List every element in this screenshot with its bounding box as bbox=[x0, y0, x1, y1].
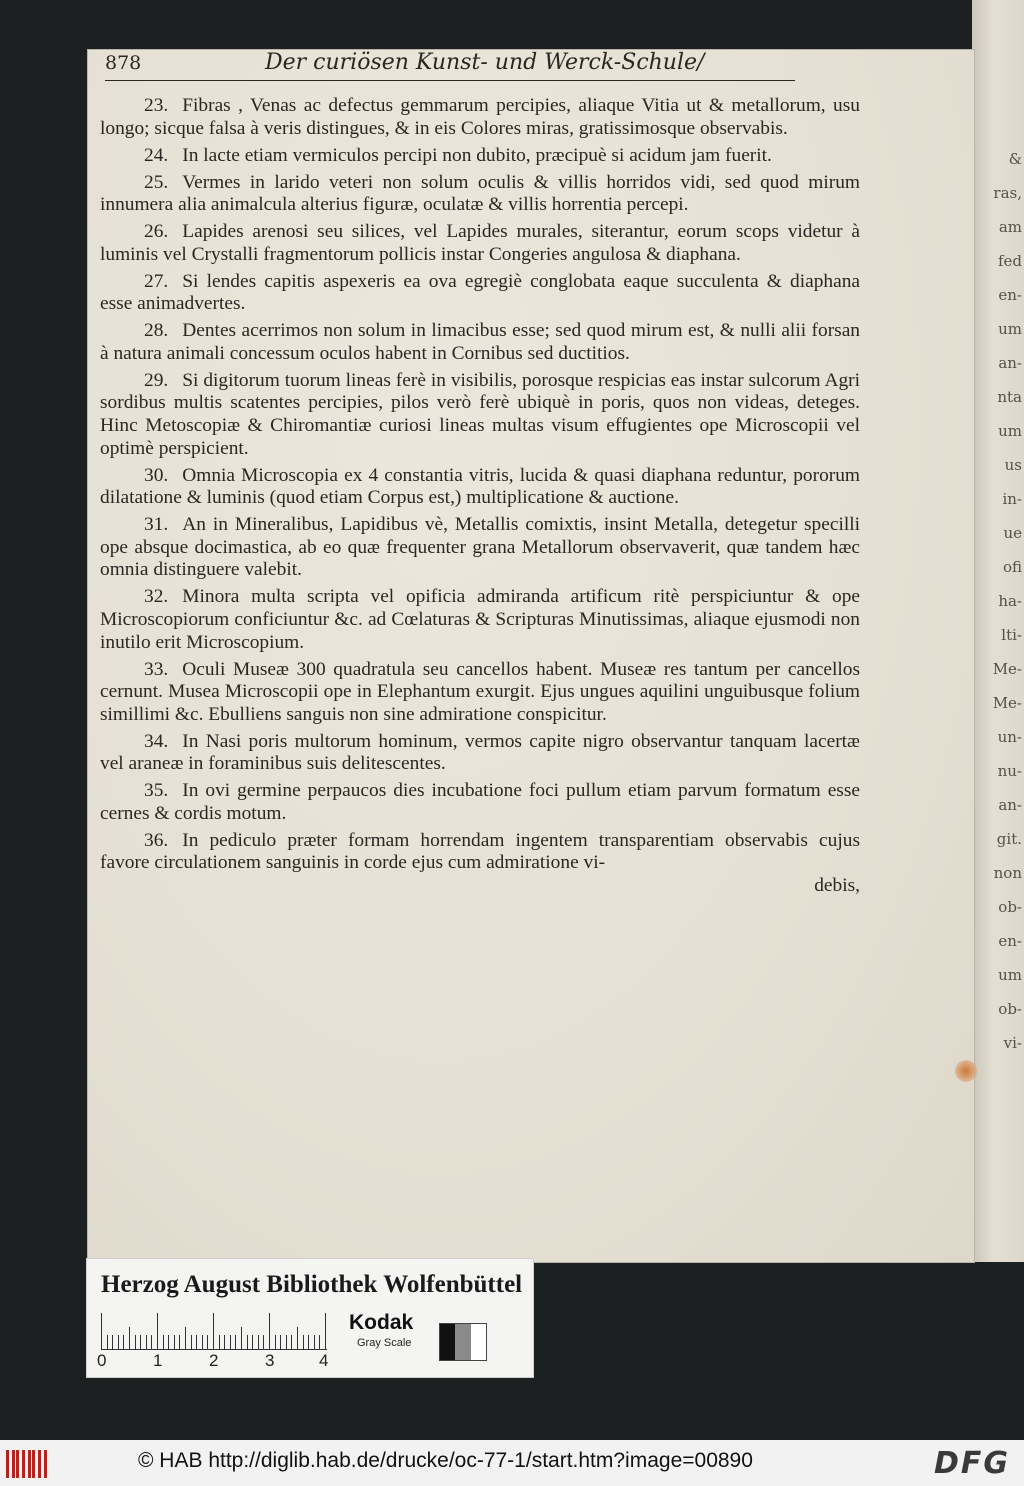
kodak-wordmark: Kodak bbox=[349, 1311, 414, 1334]
ruler-tick bbox=[191, 1335, 192, 1349]
gray-scale-swatch bbox=[439, 1323, 487, 1361]
dfg-logo[interactable]: DFG bbox=[934, 1446, 1011, 1481]
facing-page-fragment: ue bbox=[1003, 524, 1022, 542]
swatch-white bbox=[471, 1324, 486, 1360]
facing-page-edge bbox=[972, 0, 1024, 1262]
ruler-tick bbox=[269, 1313, 270, 1349]
facing-page-fragment: ofi bbox=[1002, 558, 1022, 576]
facing-page-fragment: am bbox=[998, 218, 1022, 236]
ruler-tick bbox=[319, 1335, 320, 1349]
numbered-paragraph bbox=[100, 271, 860, 316]
ruler-tick bbox=[101, 1313, 102, 1349]
facing-page-fragment: nta bbox=[997, 388, 1022, 406]
ruler-tick bbox=[174, 1335, 175, 1349]
numbered-paragraph bbox=[100, 830, 860, 875]
facing-page-fragment: ob- bbox=[998, 1000, 1022, 1018]
paragraph-text: In Nasi poris multorum hominum, vermos capite nigro observantur tanquam lacertæ vel araneæ in foraminibus suis delitescentes. bbox=[100, 730, 860, 775]
facing-page-fragment: um bbox=[998, 320, 1022, 338]
logo-bar bbox=[38, 1450, 41, 1478]
paragraph-text: Lapides arenosi seu silices, vel Lapides murales, siterantur, eorum scops videtur à luminis vel Crystalli fragmentorum pollicis instar Congeries angulosa & diaphana. bbox=[100, 221, 860, 265]
ruler-tick bbox=[252, 1335, 253, 1349]
ruler-tick bbox=[202, 1335, 203, 1349]
copyright-link[interactable]: © HAB http://diglib.hab.de/drucke/oc-77-1/start.htm?image=00890 bbox=[138, 1449, 753, 1472]
paragraph-number: 26. bbox=[144, 221, 169, 243]
logo-bar bbox=[12, 1450, 15, 1478]
library-label-card bbox=[86, 1258, 534, 1378]
ruler-number: 4 bbox=[319, 1351, 329, 1370]
facing-page-fragment: um bbox=[998, 966, 1022, 984]
swatch-black bbox=[440, 1324, 455, 1360]
facing-page-fragment: in- bbox=[1002, 490, 1022, 508]
ruler-tick bbox=[185, 1327, 186, 1349]
ruler-tick bbox=[157, 1313, 158, 1349]
ruler-tick bbox=[224, 1335, 225, 1349]
logo-bar bbox=[44, 1450, 47, 1478]
facing-page-fragment: en- bbox=[998, 286, 1022, 304]
facing-page-fragment: an- bbox=[998, 354, 1022, 372]
ruler-number: 3 bbox=[265, 1351, 275, 1370]
paragraph-number: 31. bbox=[144, 514, 169, 536]
numbered-paragraph bbox=[100, 514, 860, 582]
paragraph-text: Si lendes capitis aspexeris ea ova egregiè conglobata eaque succulenta & diaphana esse animadvertes. bbox=[100, 270, 860, 315]
paragraph-number: 28. bbox=[144, 320, 169, 342]
numbered-paragraph bbox=[100, 780, 860, 825]
facing-page-fragment: us bbox=[1004, 456, 1022, 474]
institution-name: Herzog August Bibliothek Wolfenbüttel bbox=[101, 1271, 523, 1298]
numbered-paragraph bbox=[100, 95, 860, 140]
numbered-paragraph bbox=[100, 370, 860, 460]
paragraph-number: 36. bbox=[144, 829, 169, 851]
ruler-tick bbox=[280, 1335, 281, 1349]
ruler-tick bbox=[314, 1335, 315, 1349]
logo-bar bbox=[32, 1450, 35, 1478]
ruler-tick bbox=[135, 1335, 136, 1349]
facing-page-fragment: ob- bbox=[998, 898, 1022, 916]
numbered-paragraph bbox=[100, 172, 860, 217]
facing-page-fragment: ha- bbox=[998, 592, 1022, 610]
paragraph-text: An in Mineralibus, Lapidibus vè, Metallis comixtis, insint Metalla, detegetur specilli ope absque docimastica, ab eo quæ frequenter grana Metallorum observaverit, quæ tandem hæc omnia distinguere valebit. bbox=[100, 514, 860, 581]
page-body bbox=[100, 95, 860, 898]
ruler-number: 0 bbox=[97, 1351, 107, 1370]
paragraph-number: 23. bbox=[144, 95, 169, 116]
facing-page-fragment: & bbox=[1008, 150, 1022, 168]
facing-page-fragment: Me- bbox=[992, 694, 1022, 712]
paragraph-number: 33. bbox=[144, 658, 169, 680]
facing-page-fragment: git. bbox=[996, 830, 1022, 848]
numbered-paragraph bbox=[100, 586, 860, 654]
ruler-tick bbox=[123, 1335, 124, 1349]
paragraph-number: 25. bbox=[144, 171, 169, 193]
page-header bbox=[105, 50, 795, 81]
kodak-gray-scale-caption: Gray Scale bbox=[357, 1337, 412, 1349]
facing-page-fragment: Me- bbox=[992, 660, 1022, 678]
catchword: debis, bbox=[814, 875, 860, 897]
facing-page-fragment: ras, bbox=[993, 184, 1022, 202]
ruler-tick bbox=[179, 1335, 180, 1349]
measuring-ruler bbox=[97, 1311, 333, 1370]
paragraph-text: In pediculo præter formam horrendam ingentem transparentiam observabis cujus favore circulationem sanguinis in corde ejus cum admiratione vi- bbox=[100, 829, 860, 874]
paragraph-text: Si digitorum tuorum lineas ferè in visibilis, porosque respicias eas instar sulcorum Agri sordibus multis scatentes percipies, pilos verò ferè ubiquè in poris, quos non videas, deteges. Hinc Metoscopiæ & Chiromantiæ curiosi lineas multas visum effugientes ope Microscopii vel optimè perspicient. bbox=[100, 369, 860, 459]
ruler-tick bbox=[308, 1335, 309, 1349]
ruler-tick bbox=[286, 1335, 287, 1349]
paragraph-number: 34. bbox=[144, 730, 169, 752]
ruler-tick bbox=[163, 1335, 164, 1349]
ruler-tick bbox=[235, 1335, 236, 1349]
ruler-number: 2 bbox=[209, 1351, 219, 1370]
facing-page-fragment: um bbox=[998, 422, 1022, 440]
swatch-gray bbox=[455, 1324, 470, 1360]
facing-page-fragment: fed bbox=[997, 252, 1022, 270]
paragraph-number: 32. bbox=[144, 586, 169, 608]
paragraph-text: Minora multa scripta vel opificia admiranda artificum ritè perspiciuntur & ope Microscopiorum conficiuntur &c. ad Cœlaturas & Scripturas Minutissimas, aliaque ejusmodi non inutilo erit Microscopium. bbox=[100, 586, 860, 653]
ruler-number: 1 bbox=[153, 1351, 163, 1370]
facing-page-fragment: en- bbox=[998, 932, 1022, 950]
paragraph-text: Oculi Museæ 300 quadratula seu cancellos habent. Museæ res tantum per cancellos cernunt. Musea Microscopii ope in Elephantum exurgit. Ejus ungues aquilini unguibusque folium simillimi &c. Ebulliens sanguis non sine admiratione conspicitur. bbox=[100, 658, 860, 725]
ruler-tick bbox=[151, 1335, 152, 1349]
ruler-tick bbox=[107, 1335, 108, 1349]
ruler-tick bbox=[213, 1313, 214, 1349]
logo-bar bbox=[16, 1450, 19, 1478]
ruler-tick bbox=[258, 1335, 259, 1349]
running-head: Der curiösen Kunst- und Werck-Schule/ bbox=[265, 50, 705, 75]
ruler-tick bbox=[140, 1335, 141, 1349]
paragraph-number: 24. bbox=[144, 144, 169, 166]
ruler-tick bbox=[219, 1335, 220, 1349]
logo-bar bbox=[22, 1450, 25, 1478]
paragraph-text: In ovi germine perpaucos dies incubatione foci pullum etiam parvum formatum esse cernes & cordis motum. bbox=[100, 780, 860, 824]
paragraph-number: 29. bbox=[144, 369, 169, 391]
paragraph-number: 30. bbox=[144, 464, 169, 486]
ruler-tick bbox=[112, 1335, 113, 1349]
facing-page-fragment: vi- bbox=[1003, 1034, 1022, 1052]
numbered-paragraph bbox=[100, 145, 860, 168]
paragraph-text: Fibras , Venas ac defectus gemmarum percipies, aliaque Vitia ut & metallorum, usu longo; sicque falsa à veris distingues, & in eis Colores miras, gratissimosque observabis. bbox=[100, 95, 860, 139]
paragraph-text: In lacte etiam vermiculos percipi non dubito, præcipuè si acidum jam fuerit. bbox=[182, 144, 772, 166]
numbered-paragraph bbox=[100, 659, 860, 727]
ruler-tick bbox=[146, 1335, 147, 1349]
paragraph-number: 35. bbox=[144, 780, 169, 802]
ruler-tick bbox=[230, 1335, 231, 1349]
numbered-paragraph bbox=[100, 731, 860, 776]
logo-bar bbox=[28, 1450, 31, 1478]
ruler-tick bbox=[303, 1335, 304, 1349]
ruler-tick bbox=[291, 1335, 292, 1349]
paragraph-text: Vermes in larido veteri non solum oculis & villis horridos vidi, sed quod mirum innumera alia animalcula alterius figuræ, oculatæ & villis horrentia percepi. bbox=[100, 171, 860, 216]
ruler-tick bbox=[196, 1335, 197, 1349]
ruler-tick bbox=[129, 1327, 130, 1349]
ruler-tick bbox=[263, 1335, 264, 1349]
ruler-tick bbox=[168, 1335, 169, 1349]
paragraph-number: 27. bbox=[144, 270, 169, 292]
numbered-paragraph bbox=[100, 221, 860, 266]
ruler-tick bbox=[247, 1335, 248, 1349]
paragraph-text: Dentes acerrimos non solum in limacibus esse; sed quod mirum est, & nulli alii forsan à natura animali concessum oculos habent in Cornibus sed ductitios. bbox=[100, 320, 860, 364]
ruler-scale bbox=[101, 1311, 327, 1350]
facing-page-fragment: non bbox=[993, 864, 1022, 882]
footer-bar bbox=[0, 1440, 1024, 1486]
numbered-paragraph bbox=[100, 465, 860, 510]
ruler-tick bbox=[297, 1327, 298, 1349]
facing-page-fragment: lti- bbox=[1001, 626, 1022, 644]
ruler-tick bbox=[325, 1313, 326, 1349]
ruler-tick bbox=[207, 1335, 208, 1349]
facing-page-fragment: nu- bbox=[997, 762, 1022, 780]
page-number: 878 bbox=[105, 52, 142, 74]
paragraph-text: Omnia Microscopia ex 4 constantia vitris, lucida & quasi diaphana reduntur, pororum dilatatione & luminis (quod etiam Corpus est,) multiplicatione & auctione. bbox=[100, 464, 860, 509]
ruler-tick bbox=[241, 1327, 242, 1349]
hab-barcode-logo-icon bbox=[6, 1450, 48, 1478]
facing-page-fragment: an- bbox=[998, 796, 1022, 814]
numbered-paragraph bbox=[100, 320, 860, 365]
logo-bar bbox=[6, 1450, 9, 1478]
ruler-tick bbox=[275, 1335, 276, 1349]
foxing-stain bbox=[955, 1060, 977, 1082]
ruler-tick bbox=[118, 1335, 119, 1349]
facing-page-fragment: un- bbox=[997, 728, 1022, 746]
